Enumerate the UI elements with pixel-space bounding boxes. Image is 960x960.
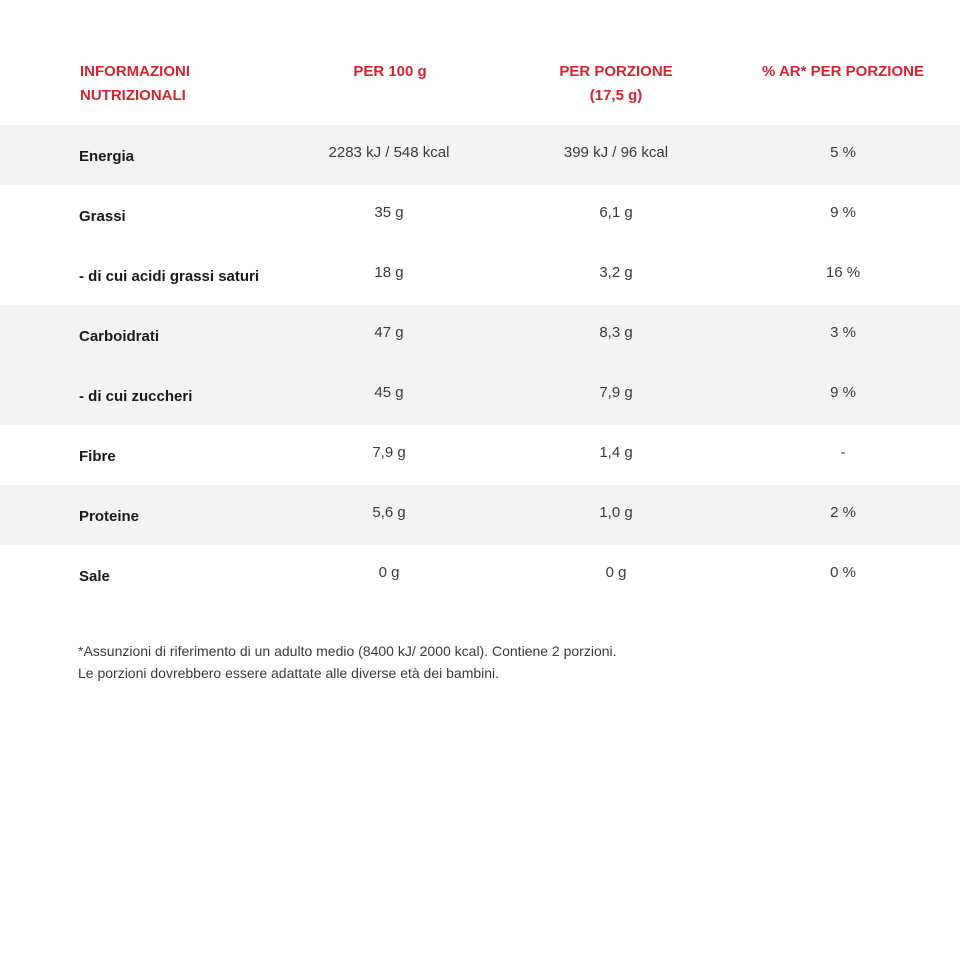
row-per-100g: 7,9 g bbox=[372, 444, 406, 461]
row-per-100g: 0 g bbox=[378, 564, 400, 581]
row-ar: 0 % bbox=[830, 564, 856, 581]
row-per-portion: 3,2 g bbox=[599, 264, 633, 281]
table-row-sale bbox=[0, 545, 960, 605]
header-per-portion-line1: PER PORZIONE bbox=[559, 63, 673, 80]
header-nutritional-info-line1: INFORMAZIONI bbox=[80, 63, 190, 80]
header-per-portion-line2: (17,5 g) bbox=[589, 87, 643, 104]
row-per-100g: 45 g bbox=[374, 384, 404, 401]
header-ar-per-portion: % AR* PER PORZIONE bbox=[762, 63, 924, 80]
row-per-100g: 47 g bbox=[374, 324, 404, 341]
table-row-energia bbox=[0, 125, 960, 185]
table-row-fibre bbox=[0, 425, 960, 485]
row-per-100g: 2283 kJ / 548 kcal bbox=[328, 144, 450, 161]
table-row-carboidrati bbox=[0, 305, 960, 365]
row-label: Fibre bbox=[79, 448, 116, 465]
row-per-100g: 18 g bbox=[374, 264, 404, 281]
row-label: - di cui zuccheri bbox=[79, 388, 193, 405]
row-ar: 16 % bbox=[825, 264, 861, 281]
row-label: Proteine bbox=[79, 508, 140, 525]
row-per-portion: 7,9 g bbox=[599, 384, 633, 401]
row-ar: 9 % bbox=[830, 204, 856, 221]
row-ar: - bbox=[840, 444, 846, 461]
row-ar: 3 % bbox=[830, 324, 856, 341]
header-per-100g: PER 100 g bbox=[353, 63, 427, 80]
footnote-line1: *Assunzioni di riferimento di un adulto medio (8400 kJ/ 2000 kcal). Contiene 2 porzioni. bbox=[78, 643, 617, 659]
row-ar: 2 % bbox=[830, 504, 856, 521]
row-label: Grassi bbox=[79, 208, 126, 225]
row-per-portion: 0 g bbox=[605, 564, 627, 581]
row-ar: 9 % bbox=[830, 384, 856, 401]
row-per-portion: 8,3 g bbox=[599, 324, 633, 341]
row-label: - di cui acidi grassi saturi bbox=[79, 268, 260, 285]
table-row-grassi bbox=[0, 185, 960, 245]
row-per-100g: 5,6 g bbox=[372, 504, 406, 521]
header-nutritional-info bbox=[80, 60, 280, 108]
table-row-saturi bbox=[0, 245, 960, 305]
row-per-portion: 399 kJ / 96 kcal bbox=[563, 144, 669, 161]
row-per-portion: 6,1 g bbox=[599, 204, 633, 221]
footnote-line2: Le porzioni dovrebbero essere adattate alle diverse età dei bambini. bbox=[78, 665, 500, 681]
header-per-portion bbox=[516, 60, 716, 108]
header-nutritional-info-line2: NUTRIZIONALI bbox=[80, 87, 186, 104]
row-label: Energia bbox=[79, 148, 135, 165]
row-label: Sale bbox=[79, 568, 110, 585]
row-per-portion: 1,0 g bbox=[599, 504, 633, 521]
row-per-portion: 1,4 g bbox=[599, 444, 633, 461]
row-per-100g: 35 g bbox=[374, 204, 404, 221]
row-ar: 5 % bbox=[830, 144, 856, 161]
table-row-proteine bbox=[0, 485, 960, 545]
table-row-zuccheri bbox=[0, 365, 960, 425]
row-label: Carboidrati bbox=[79, 328, 160, 345]
footnote bbox=[78, 640, 898, 684]
table-header bbox=[0, 0, 960, 125]
